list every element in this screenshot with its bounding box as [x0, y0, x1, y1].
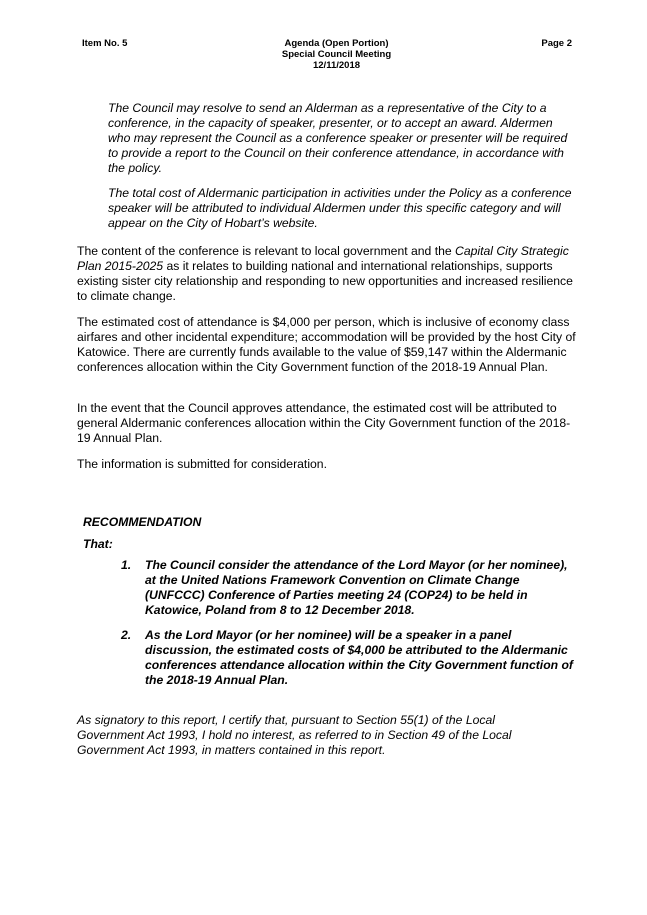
paragraph-event: In the event that the Council approves attendance, the estimated cost will be attributed to general Aldermanic conferences allocation within the City Government function of the 2018-19 Annual Plan.	[77, 401, 571, 445]
recommendation-item-text: As the Lord Mayor (or her nominee) will be a speaker in a panel discussion, the estimated costs of $4,000 be attributed to the Aldermanic conferences attendance allocation within the City Government function of the 2018-19 Annual Plan.	[145, 628, 573, 687]
item-number: Item No. 5	[82, 38, 128, 49]
strategic-plan-title: Capital City Strategic Plan 2015-2025	[77, 244, 569, 273]
agenda-label: Agenda (Open Portion)	[284, 38, 389, 49]
indented-paragraph-2: The total cost of Aldermanic participation in activities under the Policy as a conference speaker will be attributed to individual Aldermen under this specific category and will appear on the City of Hobart’s website.	[108, 186, 572, 230]
meeting-label: Special Council Meeting	[281, 49, 392, 60]
indented-paragraph-1: The Council may resolve to send an Alderman as a representative of the City to a conference, in the capacity of speaker, presenter, or to accept an award. Aldermen who may represent the Council as a conference speaker or presenter will be required to provide a report to the Council on their conference attendance, in accordance with the policy.	[108, 101, 568, 175]
paragraph-content	[77, 244, 577, 304]
page-number: Page 2	[541, 38, 572, 49]
paragraph-info: The information is submitted for consideration.	[77, 457, 327, 471]
content-text-before: The content of the conference is relevant to local government and the	[77, 244, 456, 258]
recommendation-item-text: The Council consider the attendance of the Lord Mayor (or her nominee), at the United Nations Framework Convention on Climate Change (UNFCCC) Conference of Parties meeting 24 (COP24) to be held in Katowice, Poland from 8 to 12 December 2018.	[145, 558, 568, 617]
signatory-statement: As signatory to this report, I certify that, pursuant to Section 55(1) of the Local Government Act 1993, I hold no interest, as referred to in Section 49 of the Local Government Act 1993, in matters contained in this report.	[77, 713, 512, 757]
meeting-date: 12/11/2018	[312, 60, 361, 71]
content-text-after: as it relates to building national and international relationships, supports existing sister city relationship and responding to new opportunities and increased resilience to climate change.	[77, 259, 573, 303]
recommendation-item-number: 1.	[121, 558, 132, 572]
paragraph-cost: The estimated cost of attendance is $4,000 per person, which is inclusive of economy class airfares and other incidental expenditure; accommodation will be provided by the host City of Katowice. There are currently funds available to the value of $59,147 within the Aldermanic conferences allocation within the City Government function of the 2018-19 Annual Plan.	[77, 315, 576, 374]
recommendation-item-number: 2.	[121, 628, 132, 642]
recommendation-that: That:	[83, 537, 113, 551]
recommendation-heading: RECOMMENDATION	[83, 515, 202, 529]
